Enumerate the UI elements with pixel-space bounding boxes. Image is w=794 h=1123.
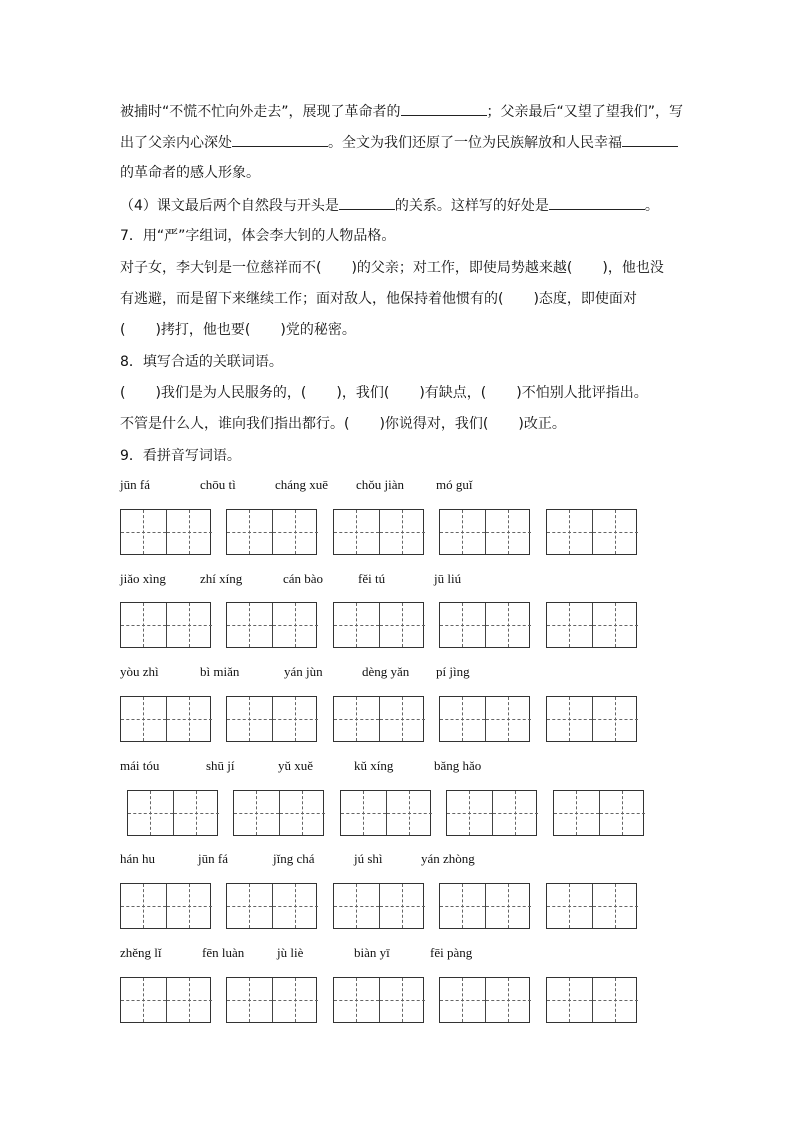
guide-line-vertical [356, 978, 357, 1022]
guide-line-vertical [402, 884, 403, 928]
tian-zi-ge-cell[interactable] [493, 791, 539, 835]
q6-blank-2[interactable] [232, 132, 328, 147]
pinyin-label: bì miǎn [200, 664, 240, 679]
pinyin-row [0, 851, 794, 871]
pinyin-label: jú shì [354, 851, 383, 866]
guide-line-vertical [576, 791, 577, 835]
writing-box[interactable] [333, 696, 424, 742]
tian-zi-ge-cell[interactable] [121, 603, 167, 647]
guide-line-vertical [615, 510, 616, 554]
tian-zi-ge-cell[interactable] [167, 697, 213, 741]
guide-line-vertical [622, 791, 623, 835]
q6-line-4 [120, 195, 659, 216]
guide-line-vertical [615, 697, 616, 741]
pinyin-label: chǒu jiàn [356, 477, 405, 492]
q6-line4-text-a: （4）课文最后两个自然段与开头是 [120, 198, 339, 214]
guide-line-vertical [189, 978, 190, 1022]
tian-zi-ge-cell[interactable] [227, 697, 273, 741]
writing-box[interactable] [226, 602, 317, 648]
q7-line1-text-b: )的父亲；对工作，即使局势越来越( [351, 260, 573, 276]
tian-zi-ge-cell[interactable] [486, 978, 532, 1022]
pinyin-label: jūn fá [198, 851, 228, 866]
tian-zi-ge-cell[interactable] [593, 884, 639, 928]
tian-zi-ge-cell[interactable] [593, 978, 639, 1022]
writing-box-row [0, 790, 794, 838]
writing-box[interactable] [439, 977, 530, 1023]
pinyin-label: jū liú [434, 571, 462, 586]
guide-line-vertical [402, 510, 403, 554]
guide-line-vertical [249, 884, 250, 928]
writing-box[interactable] [120, 602, 211, 648]
writing-box[interactable] [439, 696, 530, 742]
pinyin-label: shū jí [206, 758, 235, 773]
guide-line-vertical [402, 603, 403, 647]
guide-line-vertical [508, 884, 509, 928]
pinyin-label: hán hu [120, 851, 156, 866]
pinyin-label: dèng yǎn [362, 664, 410, 679]
tian-zi-ge-cell[interactable] [593, 603, 639, 647]
tian-zi-ge-cell[interactable] [593, 697, 639, 741]
q8-line1-text-a: ( [120, 385, 126, 401]
q6-blank-5[interactable] [549, 195, 645, 210]
guide-line-vertical [462, 697, 463, 741]
tian-zi-ge-cell[interactable] [167, 510, 213, 554]
q6-blank-4[interactable] [339, 195, 395, 210]
q6-blank-1[interactable] [401, 101, 487, 116]
tian-zi-ge-cell[interactable] [121, 978, 167, 1022]
tian-zi-ge-cell[interactable] [547, 978, 593, 1022]
guide-line-vertical [569, 884, 570, 928]
guide-line-vertical [469, 791, 470, 835]
writing-box[interactable] [120, 883, 211, 929]
guide-line-vertical [189, 884, 190, 928]
q6-blank-3[interactable] [622, 132, 678, 147]
q8-line2-text-b: )你说得对，我们( [379, 416, 489, 432]
pinyin-label: fěi tú [358, 571, 386, 586]
guide-line-vertical [615, 978, 616, 1022]
writing-box[interactable] [333, 509, 424, 555]
tian-zi-ge-cell[interactable] [121, 884, 167, 928]
q6-line2-text-a: 出了父亲内心深处 [120, 135, 232, 151]
pinyin-label: jǐng chá [273, 851, 315, 866]
tian-zi-ge-cell[interactable] [547, 603, 593, 647]
q6-line3-text-a: 的革命者的感人形象。 [120, 165, 260, 181]
tian-zi-ge-cell[interactable] [387, 791, 433, 835]
q6-line-2 [120, 132, 678, 153]
q8-line1-text-b: )我们是为人民服务的，( [155, 385, 307, 401]
tian-zi-ge-cell[interactable] [121, 697, 167, 741]
tian-zi-ge-cell[interactable] [547, 884, 593, 928]
guide-line-vertical [143, 697, 144, 741]
tian-zi-ge-cell[interactable] [273, 978, 319, 1022]
tian-zi-ge-cell[interactable] [440, 884, 486, 928]
tian-zi-ge-cell[interactable] [440, 603, 486, 647]
tian-zi-ge-cell[interactable] [341, 791, 387, 835]
guide-line-vertical [249, 978, 250, 1022]
q7-line3-text-c: )党的秘密。 [280, 322, 356, 338]
pinyin-row [0, 477, 794, 497]
q7-line1-text-a: 对子女，李大钊是一位慈祥而不( [120, 260, 322, 276]
tian-zi-ge-cell[interactable] [280, 791, 326, 835]
tian-zi-ge-cell[interactable] [273, 884, 319, 928]
q6-line4-text-b: 的关系。这样写的好处是 [394, 198, 549, 214]
pinyin-label: jù liè [277, 945, 304, 960]
guide-line-vertical [256, 791, 257, 835]
writing-box[interactable] [120, 977, 211, 1023]
guide-line-vertical [295, 603, 296, 647]
writing-box[interactable] [553, 790, 644, 836]
tian-zi-ge-cell[interactable] [121, 510, 167, 554]
pinyin-row [0, 945, 794, 965]
writing-box-row [0, 977, 794, 1025]
writing-box[interactable] [340, 790, 431, 836]
guide-line-vertical [249, 603, 250, 647]
pinyin-row [0, 571, 794, 591]
guide-line-vertical [189, 603, 190, 647]
tian-zi-ge-cell[interactable] [440, 510, 486, 554]
tian-zi-ge-cell[interactable] [380, 884, 426, 928]
pinyin-label: mó guǐ [436, 477, 473, 492]
writing-box[interactable] [226, 883, 317, 929]
writing-box[interactable] [439, 509, 530, 555]
guide-line-vertical [402, 697, 403, 741]
pinyin-label: yán jùn [284, 664, 323, 679]
pinyin-row [0, 758, 794, 778]
writing-box[interactable] [439, 602, 530, 648]
tian-zi-ge-cell[interactable] [227, 510, 273, 554]
q6-line1-text-a: 被捕时“不慌不忙向外走去”，展现了革命者的 [120, 104, 401, 120]
tian-zi-ge-cell[interactable] [273, 510, 319, 554]
writing-box[interactable] [439, 883, 530, 929]
q9-title: 9．看拼音写词语。 [120, 448, 241, 464]
tian-zi-ge-cell[interactable] [334, 510, 380, 554]
guide-line-vertical [189, 510, 190, 554]
guide-line-vertical [363, 791, 364, 835]
q7-line-3 [120, 320, 356, 340]
guide-line-vertical [515, 791, 516, 835]
pinyin-row [0, 664, 794, 684]
writing-box[interactable] [546, 696, 637, 742]
tian-zi-ge-cell[interactable] [380, 978, 426, 1022]
writing-box[interactable] [226, 977, 317, 1023]
guide-line-vertical [508, 697, 509, 741]
q7-line-1 [120, 258, 664, 278]
writing-box[interactable] [120, 696, 211, 742]
guide-line-vertical [569, 697, 570, 741]
pinyin-label: zhěng lǐ [120, 945, 162, 960]
writing-box[interactable] [333, 883, 424, 929]
tian-zi-ge-cell[interactable] [227, 978, 273, 1022]
tian-zi-ge-cell[interactable] [600, 791, 646, 835]
guide-line-vertical [402, 978, 403, 1022]
guide-line-vertical [143, 510, 144, 554]
writing-box[interactable] [446, 790, 537, 836]
q8-line2-text-c: )改正。 [518, 416, 566, 432]
pinyin-label: chōu tì [200, 477, 236, 492]
guide-line-vertical [295, 697, 296, 741]
tian-zi-ge-cell[interactable] [334, 603, 380, 647]
guide-line-vertical [356, 603, 357, 647]
q7-line3-text-b: )拷打，他也要( [155, 322, 251, 338]
q6-line-3 [120, 163, 260, 183]
guide-line-vertical [143, 603, 144, 647]
guide-line-vertical [295, 978, 296, 1022]
q7-line3-text-a: ( [120, 322, 126, 338]
tian-zi-ge-cell[interactable] [380, 697, 426, 741]
guide-line-vertical [249, 697, 250, 741]
writing-box[interactable] [333, 602, 424, 648]
guide-line-vertical [143, 884, 144, 928]
tian-zi-ge-cell[interactable] [380, 603, 426, 647]
tian-zi-ge-cell[interactable] [593, 510, 639, 554]
q7-title: 7．用“严”字组词，体会李大钊的人物品格。 [120, 228, 396, 244]
guide-line-vertical [569, 603, 570, 647]
tian-zi-ge-cell[interactable] [486, 510, 532, 554]
pinyin-label: yòu zhì [120, 664, 159, 679]
tian-zi-ge-cell[interactable] [167, 884, 213, 928]
pinyin-label: bǎng hǎo [434, 758, 482, 773]
q8-line-1 [120, 383, 648, 403]
pinyin-label: cán bào [283, 571, 324, 586]
writing-box[interactable] [226, 696, 317, 742]
pinyin-label: cháng xuē [275, 477, 329, 492]
writing-box[interactable] [333, 977, 424, 1023]
tian-zi-ge-cell[interactable] [380, 510, 426, 554]
tian-zi-ge-cell[interactable] [334, 697, 380, 741]
tian-zi-ge-cell[interactable] [486, 697, 532, 741]
writing-box[interactable] [226, 509, 317, 555]
tian-zi-ge-cell[interactable] [167, 603, 213, 647]
writing-box[interactable] [546, 602, 637, 648]
tian-zi-ge-cell[interactable] [334, 978, 380, 1022]
q8-line-2 [120, 414, 566, 434]
guide-line-vertical [143, 978, 144, 1022]
tian-zi-ge-cell[interactable] [273, 697, 319, 741]
pinyin-label: zhí xíng [200, 571, 243, 586]
guide-line-vertical [462, 884, 463, 928]
pinyin-label: kǔ xíng [354, 758, 394, 773]
writing-box[interactable] [546, 509, 637, 555]
writing-box[interactable] [546, 977, 637, 1023]
writing-box[interactable] [127, 790, 218, 836]
tian-zi-ge-cell[interactable] [486, 884, 532, 928]
tian-zi-ge-cell[interactable] [227, 884, 273, 928]
pinyin-label: yán zhòng [421, 851, 475, 866]
tian-zi-ge-cell[interactable] [227, 603, 273, 647]
pinyin-label: fēn luàn [202, 945, 245, 960]
q6-line2-text-b: 。全文为我们还原了一位为民族解放和人民幸福 [328, 135, 622, 151]
q6-line4-text-c: 。 [644, 198, 659, 214]
guide-line-vertical [150, 791, 151, 835]
tian-zi-ge-cell[interactable] [486, 603, 532, 647]
writing-box[interactable] [120, 509, 211, 555]
q6-line1-text-b: ；父亲最后“又望了望我们”，写 [486, 104, 684, 120]
pinyin-label: biàn yī [354, 945, 390, 960]
guide-line-vertical [356, 884, 357, 928]
guide-line-vertical [569, 978, 570, 1022]
q8-line1-text-e: )不怕别人批评指出。 [516, 385, 648, 401]
guide-line-vertical [295, 510, 296, 554]
guide-line-vertical [249, 510, 250, 554]
guide-line-vertical [569, 510, 570, 554]
tian-zi-ge-cell[interactable] [128, 791, 174, 835]
q7-line2-text-a: 有逃避，而是留下来继续工作；面对敌人，他保持着他惯有的( [120, 291, 504, 307]
tian-zi-ge-cell[interactable] [440, 978, 486, 1022]
guide-line-vertical [189, 697, 190, 741]
guide-line-vertical [196, 791, 197, 835]
guide-line-vertical [615, 884, 616, 928]
tian-zi-ge-cell[interactable] [554, 791, 600, 835]
guide-line-vertical [462, 978, 463, 1022]
guide-line-vertical [508, 978, 509, 1022]
tian-zi-ge-cell[interactable] [234, 791, 280, 835]
tian-zi-ge-cell[interactable] [167, 978, 213, 1022]
q8-line2-text-a: 不管是什么人，谁向我们指出都行。( [120, 416, 350, 432]
guide-line-vertical [462, 510, 463, 554]
q8-line1-text-c: )，我们( [336, 385, 390, 401]
q8-title: 8．填写合适的关联词语。 [120, 354, 283, 370]
guide-line-vertical [508, 603, 509, 647]
guide-line-vertical [356, 697, 357, 741]
writing-box-row [0, 509, 794, 557]
q7-line2-text-b: )态度，即使面对 [533, 291, 637, 307]
guide-line-vertical [615, 603, 616, 647]
tian-zi-ge-cell[interactable] [174, 791, 220, 835]
pinyin-label: mái tóu [120, 758, 160, 773]
pinyin-label: pí jìng [436, 664, 470, 679]
tian-zi-ge-cell[interactable] [334, 884, 380, 928]
writing-box-row [0, 696, 794, 744]
guide-line-vertical [356, 510, 357, 554]
writing-box[interactable] [233, 790, 324, 836]
tian-zi-ge-cell[interactable] [547, 697, 593, 741]
guide-line-vertical [508, 510, 509, 554]
tian-zi-ge-cell[interactable] [447, 791, 493, 835]
writing-box[interactable] [546, 883, 637, 929]
pinyin-label: jiǎo xìng [120, 571, 166, 586]
tian-zi-ge-cell[interactable] [273, 603, 319, 647]
guide-line-vertical [295, 884, 296, 928]
pinyin-label: fēi pàng [430, 945, 473, 960]
guide-line-vertical [409, 791, 410, 835]
q8-line1-text-d: )有缺点，( [419, 385, 487, 401]
pinyin-label: jūn fá [120, 477, 150, 492]
q7-line1-text-c: )，他也没 [602, 260, 664, 276]
pinyin-label: yǔ xuě [278, 758, 314, 773]
writing-box-row [0, 602, 794, 650]
tian-zi-ge-cell[interactable] [440, 697, 486, 741]
q7-line-2 [120, 289, 637, 309]
tian-zi-ge-cell[interactable] [547, 510, 593, 554]
guide-line-vertical [462, 603, 463, 647]
q6-line-1 [120, 101, 683, 122]
writing-box-row [0, 883, 794, 931]
guide-line-vertical [302, 791, 303, 835]
